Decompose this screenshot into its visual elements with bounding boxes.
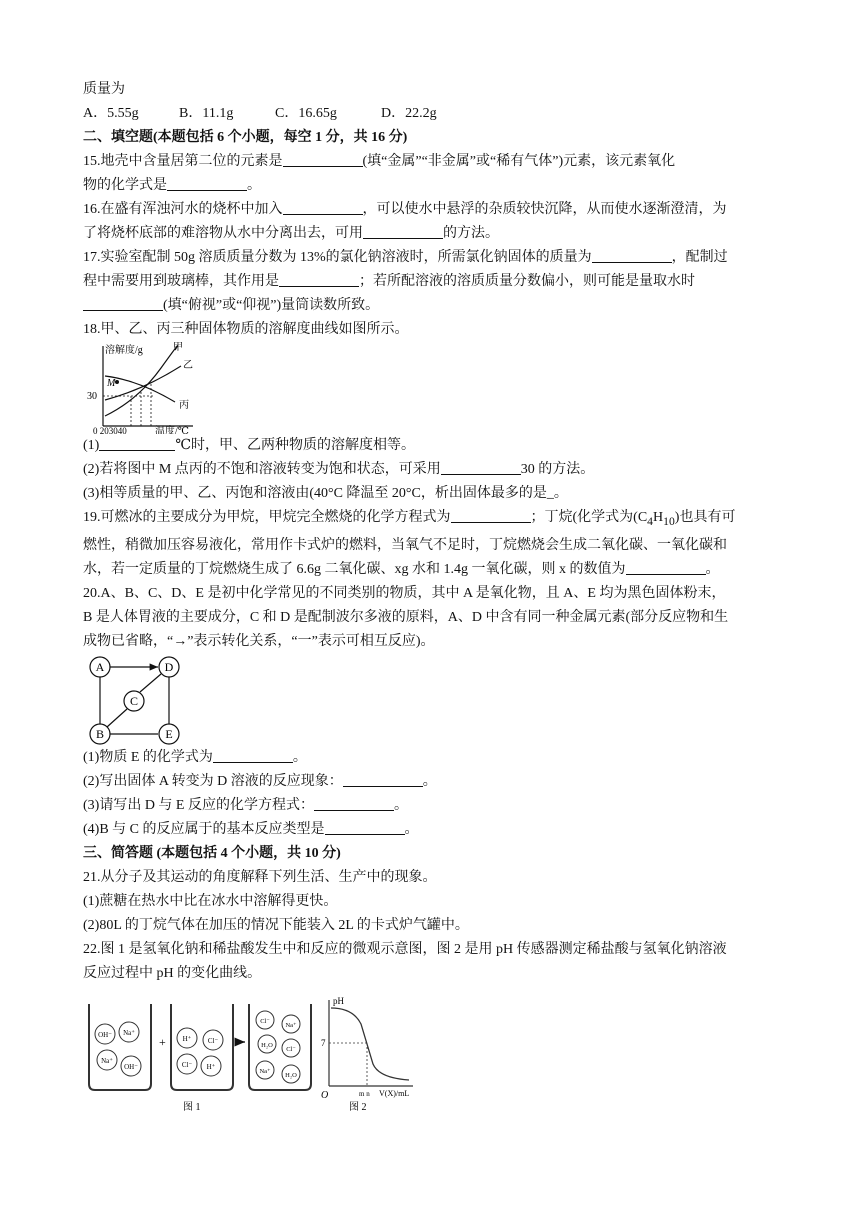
ion-b3-3-label: H₂O [261, 1041, 273, 1049]
q18-blank-1 [99, 436, 175, 451]
edge-c-d [140, 674, 161, 692]
q19-blank-2 [626, 560, 706, 575]
label-yi: 乙 [183, 360, 193, 371]
q18-blank-2 [441, 460, 521, 475]
ion-b3-5-label: Na⁺ [259, 1067, 271, 1075]
q19-text-h: H [653, 510, 664, 525]
ion-b1-4-label: OH⁻ [124, 1062, 138, 1071]
q17-text-c: 程中需要用到玻璃棒，其作用是 [83, 274, 279, 289]
q19-line-1 [83, 506, 783, 534]
node-e-label: E [165, 726, 173, 741]
section-3-title: 三、简答题 (本题包括 4 个小题，共 10 分) [83, 845, 341, 861]
q19-text-f: 。 [705, 561, 720, 577]
node-d-label: D [164, 659, 174, 674]
point-m [115, 380, 119, 384]
q16-blank-2 [363, 224, 443, 239]
mn-label: m n [359, 1089, 370, 1098]
beaker-2 [171, 1004, 233, 1090]
ph-7-label: 7 [321, 1037, 326, 1048]
q20-blank-1 [213, 748, 293, 763]
q18-p2-suffix: 30 的方法。 [520, 462, 595, 477]
section-2-title: 二、填空题(本题包括 6 个小题，每空 1 分，共 16 分) [83, 130, 408, 145]
beaker-1 [89, 1004, 151, 1090]
q15-text-b: (填“金属”“非金属”或“稀有气体”)元素，该元素氧化 [362, 154, 676, 169]
q21-stem: 21.从分子及其运动的角度解释下列生活、生产中的现象。 [83, 869, 437, 885]
q20-part-4 [83, 818, 783, 842]
q14-options [83, 102, 783, 126]
y-axis-label: 溶解度/g [105, 345, 143, 356]
q18-part-1 [83, 434, 783, 458]
q16-text-c: 了将烧杯底部的难溶物从水中分离出去，可用 [83, 226, 363, 241]
q22-line-2: 反应过程中 pH 的变化曲线。 [83, 965, 262, 981]
q20-p4-text: (4)B 与 C 的反应属于的基本反应类型是 [83, 821, 325, 837]
q19-sub-4: 4 [647, 514, 653, 528]
q22-line-1: 22.图 1 是氢氧化钠和稀盐酸发生中和反应的微观示意图，图 2 是用 pH 传感器测定稀盐酸与氢氧化钠溶液 [83, 941, 727, 957]
neutralization-figures [83, 994, 783, 1114]
ion-b3-6-label: H₂O [285, 1071, 297, 1079]
q18-stem: 18.甲、乙、丙三种固体物质的溶解度曲线如图所示。 [83, 322, 409, 337]
q17-line-2 [83, 270, 783, 294]
q15-line-1 [83, 150, 783, 174]
q14-option-c: C．16.65g [275, 106, 337, 121]
q20-line-1: 20.A、B、C、D、E 是初中化学常见的不同类别的物质，其中 A 是氧化物，且 A、E 均为黑色固体粉末， [83, 585, 726, 601]
vx-label: V(X)/mL [379, 1088, 410, 1098]
q17-blank-1 [592, 248, 672, 263]
q20-p2-text: (2)写出固体 A 转变为 D 溶液的反应现象： [83, 773, 343, 789]
y-tick-30: 30 [87, 391, 97, 402]
fig1-caption: 图 1 [183, 1101, 201, 1112]
q19-text-c: )也具有可 [674, 510, 736, 525]
q15-blank-2 [167, 176, 247, 191]
q17-line-1 [83, 246, 783, 270]
q20-part-2 [83, 770, 783, 794]
q18-part-2 [83, 458, 783, 482]
q15-line-2 [83, 174, 783, 198]
solubility-graph-svg [83, 342, 223, 434]
q16-line-2 [83, 222, 783, 246]
ph-curve [331, 1008, 409, 1080]
node-b-label: B [95, 726, 105, 741]
q17-line-3 [83, 294, 783, 318]
label-bing: 丙 [179, 400, 189, 411]
q19-text-e: 水，若一定质量的丁烷燃烧生成了 6.6g 二氧化碳、xg 水和 1.4g 一氧化碳，则 x 的数值为 [83, 561, 626, 577]
q18-p2-text: (2)若将图中 M 点丙的不饱和溶液转变为饱和状态，可采用 [83, 462, 441, 477]
ion-b3-4-label: Cl⁻ [286, 1045, 296, 1053]
q19-text-a: 19.可燃冰的主要成分为甲烷，甲烷完全燃烧的化学方程式为 [83, 510, 451, 525]
q15-blank-1 [283, 152, 363, 167]
q19-sub-10: 10 [663, 514, 675, 528]
q20-line-2: B 是人体胃液的主要成分，C 和 D 是配制波尔多液的原料，A、D 中含有同一种金属元素(部分反应物和生 [83, 609, 729, 625]
q17-text-d: ；若所配溶液的溶质质量分数偏小，则可能是量取水时 [359, 274, 695, 289]
relation-diagram [85, 654, 783, 746]
q15-text-a: 15.地壳中含量居第二位的元素是 [83, 154, 283, 169]
q20-blank-4 [325, 820, 405, 835]
q18-part-3: (3)相等质量的甲、乙、丙饱和溶液由(40°C 降温至 20°C，析出固体最多的是_。 [83, 486, 568, 501]
q17-blank-2 [279, 272, 359, 287]
q20-p1-end: 。 [292, 749, 307, 765]
q21-part-2: (2)80L 的丁烷气体在加压的情况下能装入 2L 的卡式炉气罐中。 [83, 917, 469, 933]
q15-text-d: 。 [247, 178, 261, 193]
q20-p3-end: 。 [394, 797, 408, 813]
edge-b-c [107, 709, 127, 727]
origin-label: O [321, 1089, 329, 1101]
q20-p4-end: 。 [404, 821, 419, 837]
q20-part-3 [83, 794, 783, 818]
q20-p3-text: (3)请写出 D 与 E 反应的化学方程式： [83, 797, 314, 813]
fig2-caption: 图 2 [349, 1101, 367, 1112]
q16-text-a: 16.在盛有浑浊河水的烧杯中加入 [83, 202, 283, 217]
q20-blank-2 [343, 772, 423, 787]
label-m: M [107, 378, 116, 389]
curve-bing [105, 376, 175, 402]
q15-text-c: 物的化学式是 [83, 178, 167, 193]
exam-page [83, 78, 783, 1114]
q14-option-a: A．5.55g [83, 106, 139, 121]
node-a-label: A [95, 659, 105, 674]
ion-b1-1-label: OH⁻ [98, 1030, 112, 1039]
ion-b3-2-label: Na⁺ [285, 1021, 297, 1029]
label-jia: 甲 [173, 342, 183, 353]
q19-blank-1 [451, 508, 531, 523]
ion-b3-1-label: Cl⁻ [260, 1017, 270, 1025]
q16-text-b: ，可以使水中悬浮的杂质较快沉降，从而使水逐渐澄清，为 [362, 202, 727, 217]
x-tick-labels: 0 203040 [93, 426, 127, 434]
q20-blank-3 [314, 796, 394, 811]
q18-p1-prefix: (1) [83, 438, 100, 453]
q19-line-3 [83, 558, 783, 582]
solubility-graph [83, 342, 783, 434]
relation-diagram-svg [85, 654, 195, 746]
q20-p1-text: (1)物质 E 的化学式为 [83, 749, 213, 765]
ion-b2-2-label: Cl⁻ [207, 1036, 219, 1045]
q20-line-3: 成物已省略，“→”表示转化关系，“一”表示可相互反应)。 [83, 633, 435, 649]
ion-b1-2-label: Na⁺ [123, 1028, 135, 1037]
q14-tail: 质量为 [83, 82, 125, 97]
q16-text-d: 的方法。 [443, 226, 499, 241]
ion-b2-1-label: H⁺ [182, 1034, 192, 1043]
q19-text-b: ；丁烷(化学式为(C [530, 510, 648, 525]
ion-b2-3-label: Cl⁻ [181, 1060, 193, 1069]
node-c-label: C [129, 693, 139, 708]
q17-blank-3 [83, 296, 163, 311]
q16-blank-1 [283, 200, 363, 215]
plus-sign: + [159, 1034, 166, 1049]
x-axis-label: 温度/℃ [155, 426, 189, 434]
q14-option-d: D．22.2g [381, 106, 437, 121]
q18-p1-text: ℃时，甲、乙两种物质的溶解度相等。 [175, 438, 415, 453]
q20-part-1 [83, 746, 783, 770]
q17-text-a: 17.实验室配制 50g 溶质质量分数为 13%的氯化钠溶液时，所需氯化钠固体的质量为 [83, 250, 592, 265]
ion-b1-3-label: Na⁺ [101, 1056, 113, 1065]
q20-p2-end: 。 [422, 773, 437, 789]
ph-axis-label: pH [333, 995, 344, 1006]
q17-text-b: ，配制过 [671, 250, 728, 265]
q17-text-e: (填“俯视”或“仰视”)量筒读数所致。 [163, 298, 380, 313]
q19-line-2: 燃性，稍微加压容易液化，常用作卡式炉的燃料，当氧气不足时，丁烷燃烧会生成二氧化碳、一氧化碳和 [83, 537, 727, 553]
q16-line-1 [83, 198, 783, 222]
q21-part-1: (1)蔗糖在热水中比在冰水中溶解得更快。 [83, 893, 338, 909]
q14-option-b: B．11.1g [179, 106, 234, 121]
neutralization-svg [83, 994, 443, 1112]
ion-b2-4-label: H⁺ [206, 1062, 216, 1071]
